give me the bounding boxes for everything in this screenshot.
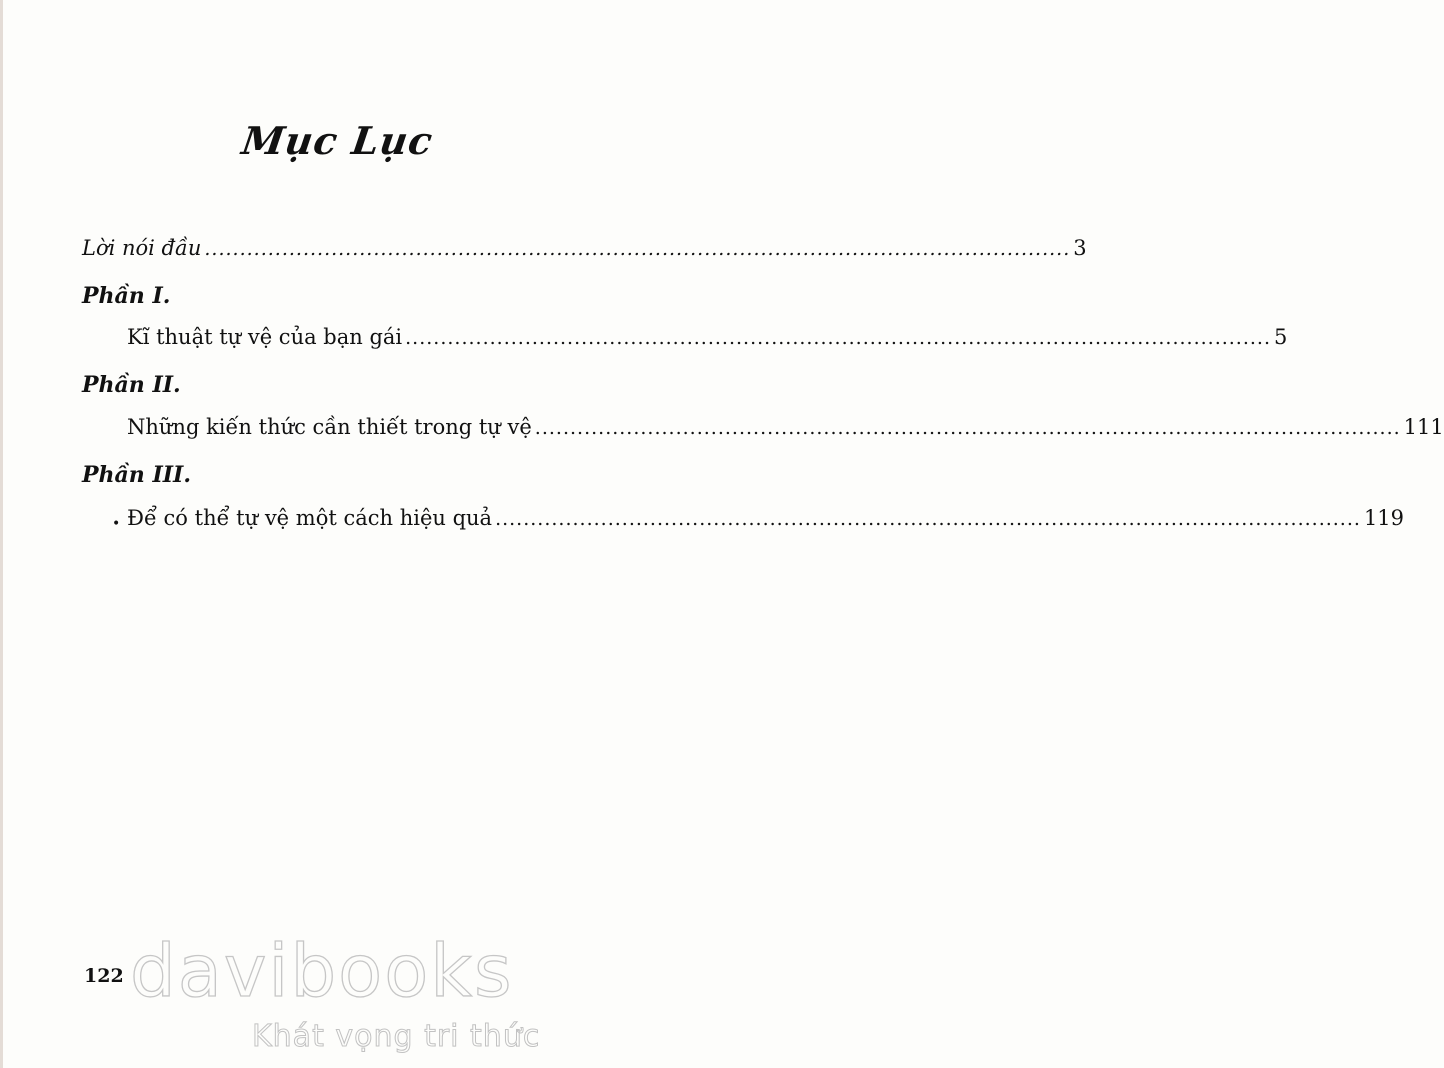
toc-entry-label: Để có thể tự vệ một cách hiệu quả bbox=[127, 506, 493, 530]
dot-leader: ........................................................................................................................... bbox=[204, 238, 1071, 260]
part-heading-3: Phần III. bbox=[82, 462, 191, 488]
page-number: 122 bbox=[84, 965, 124, 987]
watermark-brand: davibooks bbox=[130, 929, 514, 1013]
toc-entry-part-2 bbox=[127, 415, 1444, 439]
toc-entry-page: 5 bbox=[1274, 325, 1288, 349]
part-heading-1: Phần I. bbox=[82, 283, 171, 309]
toc-entry-part-3 bbox=[127, 506, 1405, 530]
toc-entry-label: Lời nói đầu bbox=[82, 236, 202, 260]
toc-entry-page: 111 bbox=[1403, 415, 1444, 439]
part-heading-2: Phần II. bbox=[82, 372, 181, 398]
toc-entry-page: 119 bbox=[1363, 506, 1405, 530]
toc-entry-label: Những kiến thức cần thiết trong tự vệ bbox=[127, 415, 532, 439]
toc-entry-preface bbox=[82, 236, 1087, 260]
toc-entry-label: Kĩ thuật tự vệ của bạn gái bbox=[127, 325, 403, 349]
watermark-tagline: Khát vọng tri thức bbox=[252, 1019, 541, 1054]
toc-entry-part-1 bbox=[127, 325, 1288, 349]
page-title: Mục Lục bbox=[239, 118, 436, 163]
dot-leader: ........................................................................................................................... bbox=[534, 417, 1401, 439]
toc-entry-page: 3 bbox=[1073, 236, 1087, 260]
scan-speck: • bbox=[112, 516, 121, 532]
dot-leader: ........................................................................................................................... bbox=[405, 327, 1272, 349]
dot-leader: ........................................................................................................................... bbox=[495, 508, 1361, 530]
